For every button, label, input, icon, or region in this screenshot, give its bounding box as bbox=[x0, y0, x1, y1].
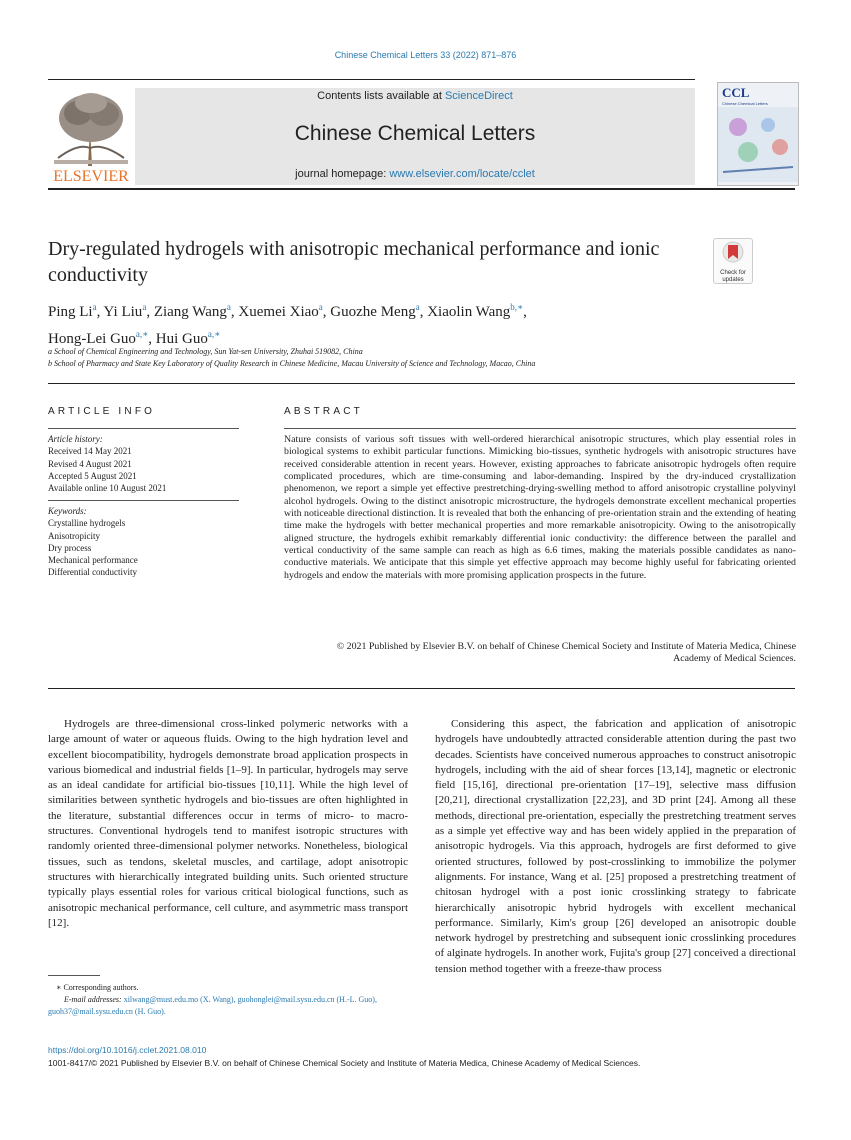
journal-cover[interactable] bbox=[717, 82, 799, 186]
header-top-rule bbox=[48, 79, 695, 80]
abstract-text: Nature consists of various soft tissues with well-ordered hierarchical anisotropic structures, which play essential roles in biological systems to exhibit particular functions. Mimicking bio-tissues, synthetic hydrogels with anisotropic structures have received considerable attention in recent years. However, existing approaches to fabricate anisotropic hydrogels often require complicated procedures, which are time-consuming and labor-demanding. Inspired by the dry-induced crystallization phenomenon, we report a simple yet effective prestretching-drying-swelling method to afford anisotropic crystalline polyvinyl alcohol hydrogels. Owing to the distinct anisotropic microstructure, the hydrogels demonstrate excellent mechanical properties with noticeable directional distinction. It is revealed that both the enhancing of pre-orientation strain and the extending of heating time make the hydrogels with better mechanical properties and more remarkable anisotropicity. Owing to the anisotropically aligned structure, the hydrogels exhibit remarkably differential ionic conductivity: the difference between the parallel and vertical conductivity of the same sample can reach as high as 6.6 times, making the materials possible candidates as nano-conductive materials. We anticipate that this simple yet effective approach may become highly useful for fabricating oriented hydrogels and endow the materials with more promising application prospects in the future. bbox=[284, 434, 796, 581]
author-yi-liu[interactable]: Yi Liu$^a$ bbox=[103, 302, 147, 320]
keyword-item: Crystalline hydrogels bbox=[48, 518, 126, 529]
affiliation-a: a School of Chemical Engineering and Technology, Sun Yat-sen University, Zhuhai 519082, China bbox=[48, 347, 363, 356]
cover-art-icon bbox=[718, 107, 798, 182]
history-label: Article history: bbox=[48, 434, 103, 444]
keyword-item: Differential conductivity bbox=[48, 567, 138, 578]
check-updates-label: Check for updates bbox=[720, 270, 746, 283]
article-info-heading: ARTICLE INFO bbox=[48, 406, 156, 417]
affiliation-rule bbox=[48, 383, 795, 384]
homepage-prefix: journal homepage: bbox=[295, 168, 390, 180]
elsevier-logo[interactable] bbox=[48, 88, 134, 185]
publisher-logo-text: ELSEVIER bbox=[53, 168, 129, 185]
history-online: Available online 10 August 2021 bbox=[48, 483, 167, 494]
abstract-rule bbox=[284, 428, 796, 429]
contents-line bbox=[135, 90, 695, 102]
homepage-link[interactable]: www.elsevier.com/locate/cclet bbox=[389, 168, 535, 180]
body-column-1: Hydrogels are three-dimensional cross-linked polymeric networks with a large amount of water or aqueous fluids. Owing to the high hydration level and excellent biocompatibility, hydrogels demonstrate broad application prospects in various biomedical and industrial fields [1–9]. In particular, hydrogels may serve as an ideal candidate for artificial bio-tissues [10,11]. While the high level of similarities between synthetic hydrogels and bio-tissues are often highlighted in the literature, substantial differences occur in terms of micro- to macro-structures. Conventional hydrogels tend to manifest isotropic structures with randomly oriented three-dimensional polymer networks. Nonetheless, biological tissues, such as tendons, skeletal muscles, and cartilage, adopt anisotropic structures with hierarchically integrated building units. Such oriented structure typically plays essential roles for various critical biological functions, such as anisotropic mechanical performance, cell culture, and asymmetric mass transport [12]. bbox=[48, 718, 408, 929]
cover-subtitle: Chinese Chemical Letters bbox=[722, 101, 768, 106]
abstract-bottom-rule bbox=[48, 688, 795, 689]
issn-line: 1001-8417/© 2021 Published by Elsevier B.V. on behalf of Chinese Chemical Society and Institute of Materia Medica, Chinese Academy of Medical Sciences. bbox=[48, 1058, 641, 1068]
abstract-heading: ABSTRACT bbox=[284, 406, 363, 417]
email-label: E-mail addresses: bbox=[64, 995, 124, 1004]
body-column-2: Considering this aspect, the fabrication and application of anisotropic hydrogels have undoubtedly attracted considerable attention during the past two decades. Scientists have conceived numerous approaches to construct anisotropic hydrogels, including with the aid of shear forces [13,14], magnetic or electronic field [15,16], directional pre-orientation [17–19], selective mass diffusion [20,21], directional crystallization [22,23], and 3D print [24]. Among all these methods, directional pre-orientation, especially the prestretching treatment serves as a simple yet effective way and has been widely applied in the preparation of anisotropic hydrogels. Via this approach, hydrogels are first deformed to give oriented structures, followed by post-crosslinking to immobilize the polymer alignments. For instance, Wang et al. [25] proposed a prestretching treatment of chitosan hydrogel with a post ionic crosslinking strategy to fabricate hierarchically anisotropic hybrid hydrogels with excellent mechanical performance. Similarly, Kim's group [26] developed an anisotropic double network hydrogel by prestretching and subsequent ionic crosslinking procedures of alginate hydrogels. In another work, Fujita's group [27] conceived a directional tension method together with a freeze-thaw process bbox=[435, 718, 796, 975]
keyword-item: Anisotropicity bbox=[48, 530, 100, 541]
header-bottom-rule bbox=[48, 188, 795, 190]
cover-title: CCL bbox=[722, 85, 750, 100]
keywords-label: Keywords: bbox=[48, 506, 87, 516]
article-history bbox=[48, 433, 239, 494]
bookmark-icon bbox=[714, 239, 752, 265]
check-updates-badge[interactable] bbox=[713, 238, 753, 284]
footnote-rule bbox=[48, 975, 100, 976]
history-received: Received 14 May 2021 bbox=[48, 446, 132, 457]
author-ziang-wang[interactable]: Ziang Wang$^a$ bbox=[153, 302, 231, 320]
affiliation-b: b School of Pharmacy and State Key Laboratory of Quality Research in Chinese Medicine, Macau University of Science and Technology, Macao, China bbox=[48, 359, 536, 368]
elsevier-tree-icon bbox=[48, 88, 134, 168]
author-xiaolin-wang[interactable]: Xiaolin Wang$^{b,∗}$ bbox=[427, 302, 524, 320]
article-info-rule bbox=[48, 428, 239, 429]
email-links[interactable]: xilwang@must.edu.mo (X. Wang), guohonglei@mail.sysu.edu.cn (H.-L. Guo), guoh37@mail.sysu.edu.cn (H. Guo). bbox=[48, 995, 377, 1016]
keyword-item: Dry process bbox=[48, 542, 92, 553]
doi-link[interactable]: https://doi.org/10.1016/j.cclet.2021.08.010 bbox=[48, 1045, 207, 1055]
author-list: Ping Li$^a$, Yi Liu$^a$, Ziang Wang$^a$, Xuemei Xiao$^a$, Guozhe Meng$^a$, Xiaolin Wang$^{b,∗}$, Hong-Lei Guo$^{a,∗}$, Hui Guo$^{a,∗}$ bbox=[48, 302, 527, 347]
contents-prefix: Contents lists available at bbox=[317, 90, 445, 102]
author-hui-guo[interactable]: Hui Guo$^{a,∗}$ bbox=[155, 329, 221, 347]
author-hong-lei-guo[interactable]: Hong-Lei Guo$^{a,∗}$ bbox=[48, 329, 149, 347]
email-addresses bbox=[48, 994, 408, 1018]
abstract-copyright: © 2021 Published by Elsevier B.V. on behalf of Chinese Chemical Society and Institute of Materia Medica, Chinese Academy of Medical Sciences. bbox=[336, 641, 796, 665]
keywords-rule bbox=[48, 500, 239, 501]
history-revised: Revised 4 August 2021 bbox=[48, 458, 132, 469]
keywords bbox=[48, 505, 239, 579]
keyword-item: Mechanical performance bbox=[48, 555, 138, 566]
author-xuemei-xiao[interactable]: Xuemei Xiao$^a$ bbox=[238, 302, 323, 320]
sciencedirect-link[interactable]: ScienceDirect bbox=[444, 90, 513, 102]
homepage-line bbox=[135, 168, 695, 180]
author-ping-li[interactable]: Ping Li$^a$ bbox=[48, 302, 97, 320]
corresponding-authors: ∗ Corresponding authors. bbox=[56, 983, 139, 992]
author-guozhe-meng[interactable]: Guozhe Meng$^a$ bbox=[330, 302, 420, 320]
article-title: Dry-regulated hydrogels with anisotropic mechanical performance and ionic conductivity bbox=[48, 238, 660, 286]
history-accepted: Accepted 5 August 2021 bbox=[48, 470, 137, 481]
journal-title: Chinese Chemical Letters bbox=[294, 122, 536, 145]
journal-citation[interactable]: Chinese Chemical Letters 33 (2022) 871–876 bbox=[334, 50, 517, 60]
